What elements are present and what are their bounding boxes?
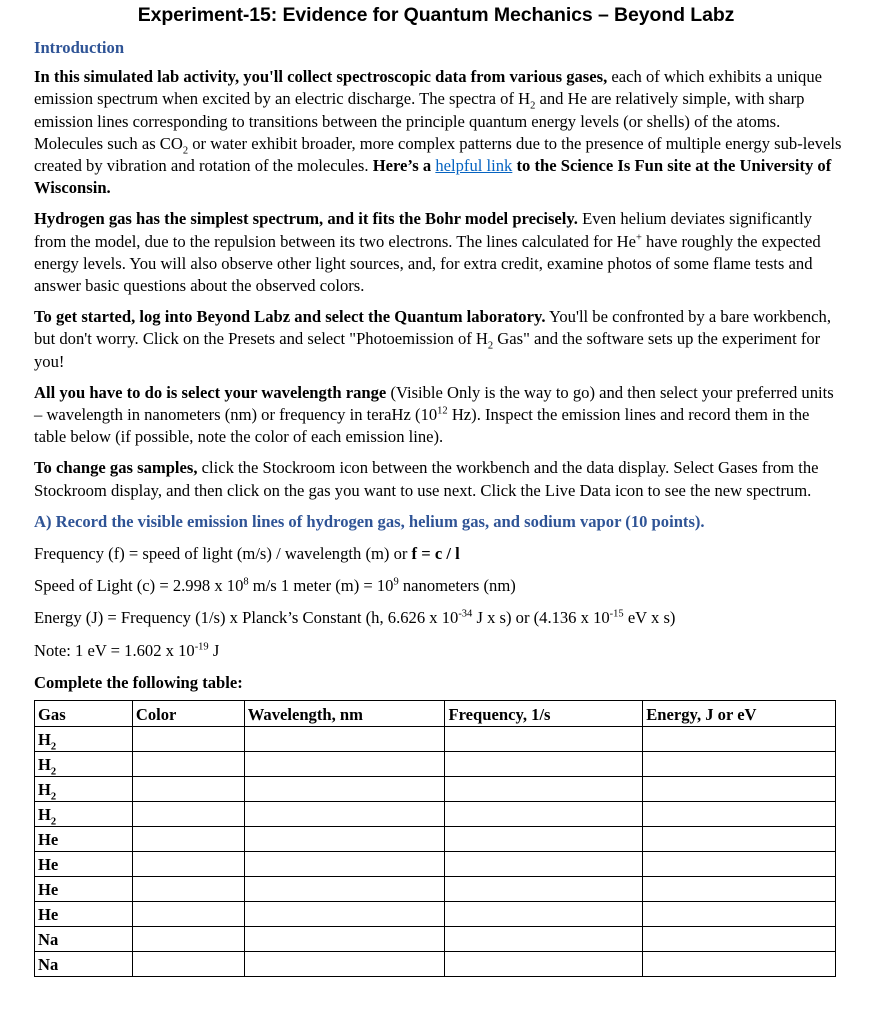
header-frequency: Frequency, 1/s: [445, 701, 643, 727]
gas-cell: [35, 952, 133, 977]
table-row: [35, 752, 836, 777]
gas-symbol: H: [38, 779, 51, 799]
formula2-text-2: m/s 1 meter (m) = 10: [248, 576, 394, 596]
gas-cell: [35, 727, 133, 752]
energy-cell[interactable]: [643, 952, 836, 977]
p1-text-3: or water exhibit broader, more complex patterns due to the presence of multiple energy sub-levels created by vibration and rotation of the molecules.: [34, 133, 842, 176]
header-color: Color: [132, 701, 244, 727]
energy-cell[interactable]: [643, 827, 836, 852]
table-row: [35, 927, 836, 952]
helpful-link[interactable]: helpful link: [435, 156, 513, 176]
p4-text-1: (Visible Only is the way to go) and then select your preferred units – wavelength in nanometers (nm) or frequency in teraHz (10: [34, 382, 834, 425]
frequency-cell[interactable]: [445, 852, 643, 877]
formula-frequency: [34, 543, 844, 565]
p3-lead: To get started, log into Beyond Labz and select the Quantum laboratory.: [34, 307, 546, 327]
energy-cell[interactable]: [643, 877, 836, 902]
gas-subscript: 2: [50, 816, 57, 828]
color-cell[interactable]: [132, 852, 244, 877]
page-title: Experiment-15: Evidence for Quantum Mechanics – Beyond Labz: [137, 4, 735, 26]
gas-symbol: He: [38, 879, 59, 899]
table-header-row: [35, 701, 836, 727]
gas-subscript: 2: [50, 766, 57, 778]
gas-subscript: 2: [50, 741, 57, 753]
table-body: [35, 727, 836, 977]
table-row: [35, 952, 836, 977]
p3-text-2: Gas" and the software sets up the experiment for you!: [34, 329, 821, 371]
color-cell[interactable]: [132, 877, 244, 902]
wavelength-cell[interactable]: [244, 952, 445, 977]
formula-speed-of-light: [34, 575, 844, 597]
header-energy: Energy, J or eV: [643, 701, 836, 727]
color-cell[interactable]: [132, 827, 244, 852]
formula3-text-3: eV x s): [623, 608, 676, 628]
wavelength-cell[interactable]: [244, 727, 445, 752]
formula3-sup-1: -34: [458, 608, 473, 620]
p1-lead: In this simulated lab activity, you'll collect spectroscopic data from various gases,: [34, 67, 608, 87]
wavelength-cell[interactable]: [244, 827, 445, 852]
gas-cell: [35, 927, 133, 952]
frequency-cell[interactable]: [445, 952, 643, 977]
p1-bold-2: Here’s a: [372, 156, 436, 176]
gas-symbol: Na: [38, 954, 59, 974]
section-a-heading: A) Record the visible emission lines of hydrogen gas, helium gas, and sodium vapor (10 points).: [34, 511, 705, 531]
table-title: Complete the following table:: [34, 672, 243, 692]
energy-cell[interactable]: [643, 802, 836, 827]
p3-text-1: You'll be confronted by a bare workbench, but don't worry. Click on the Presets and select "Photoemission of H: [34, 307, 831, 349]
gas-cell: [35, 852, 133, 877]
formula1-text: Frequency (f) = speed of light (m/s) / wavelength (m) or: [34, 544, 412, 564]
color-cell[interactable]: [132, 802, 244, 827]
p1-sub-1: 2: [530, 100, 536, 112]
p5-lead: To change gas samples,: [34, 458, 198, 478]
formula4-text-1: Note: 1 eV = 1.602 x 10: [34, 640, 195, 660]
energy-cell[interactable]: [643, 777, 836, 802]
gas-cell: [35, 777, 133, 802]
table-row: [35, 877, 836, 902]
color-cell[interactable]: [132, 777, 244, 802]
formula4-sup-1: -19: [194, 641, 209, 653]
gas-subscript: 2: [50, 791, 57, 803]
formula3-text-1: Energy (J) = Frequency (1/s) x Planck’s Constant (h, 6.626 x 10: [34, 608, 459, 628]
table-row: [35, 777, 836, 802]
formula-energy: [34, 607, 844, 629]
table-row: [35, 727, 836, 752]
frequency-cell[interactable]: [445, 802, 643, 827]
header-gas: Gas: [35, 701, 133, 727]
p1-sub-2: 2: [182, 145, 189, 157]
formula4-text-2: J: [208, 640, 220, 660]
table-row: [35, 852, 836, 877]
gas-symbol: H: [38, 754, 51, 774]
formula2-text-1: Speed of Light (c) = 2.998 x 10: [34, 576, 244, 596]
p2-lead: Hydrogen gas has the simplest spectrum, and it fits the Bohr model precisely.: [34, 209, 578, 229]
gas-symbol: He: [38, 854, 59, 874]
gas-symbol: He: [38, 829, 59, 849]
p2-text-2: have roughly the expected energy levels. You will also observe other light sources, and, for extra credit, examine photos of some flame tests and answer basic questions about the observed colors.: [34, 231, 821, 296]
color-cell[interactable]: [132, 752, 244, 777]
wavelength-cell[interactable]: [244, 802, 445, 827]
formula1-bold: f = c / l: [411, 544, 460, 564]
energy-cell[interactable]: [643, 852, 836, 877]
emission-lines-table: [34, 700, 836, 977]
frequency-cell[interactable]: [445, 727, 643, 752]
intro-paragraph-4: [34, 382, 844, 449]
intro-paragraph-3: [34, 306, 844, 373]
intro-paragraph-5: [34, 457, 844, 501]
p1-text-2: and He are relatively simple, with sharp emission lines corresponding to transitions between the principle quantum energy levels (or shells) of the atoms. Molecules such as CO: [34, 89, 805, 153]
gas-symbol: H: [38, 729, 51, 749]
formula2-sup-2: 9: [393, 576, 399, 588]
gas-cell: [35, 752, 133, 777]
p4-text-2: Hz). Inspect the emission lines and record them in the table below (if possible, note the color of each emission line).: [34, 405, 810, 447]
wavelength-cell[interactable]: [244, 877, 445, 902]
color-cell[interactable]: [132, 927, 244, 952]
table-row: [35, 827, 836, 852]
energy-cell[interactable]: [643, 727, 836, 752]
p4-lead: All you have to do is select your wavelength range: [34, 382, 387, 402]
header-wavelength: Wavelength, nm: [244, 701, 445, 727]
formula2-sup-1: 8: [243, 576, 249, 588]
p5-text-1: click the Stockroom icon between the workbench and the data display. Select Gases from the Stockroom display, and then click on the gas you want to use next. Click the Live Data icon to see the new spectrum.: [34, 458, 819, 500]
document-body: [34, 37, 844, 977]
intro-paragraph-1: [34, 66, 844, 199]
gas-symbol: He: [38, 904, 59, 924]
p2-text-1: Even helium deviates significantly from the model, due to the repulsion between its two electrons. The lines calculated for He: [34, 209, 813, 251]
gas-cell: [35, 802, 133, 827]
table-row: [35, 802, 836, 827]
wavelength-cell[interactable]: [244, 777, 445, 802]
frequency-cell[interactable]: [445, 927, 643, 952]
formula-note-ev: [34, 640, 844, 662]
introduction-heading: Introduction: [34, 38, 125, 57]
p4-sup-1: 12: [437, 405, 448, 417]
table-row: [35, 902, 836, 927]
frequency-cell[interactable]: [445, 827, 643, 852]
wavelength-cell[interactable]: [244, 752, 445, 777]
intro-paragraph-2: [34, 208, 844, 297]
frequency-cell[interactable]: [445, 877, 643, 902]
p3-sub-1: 2: [487, 340, 494, 352]
p2-sup-1: +: [635, 232, 642, 244]
gas-symbol: H: [38, 804, 51, 824]
p1-text-1: each of which exhibits a unique emission spectrum when excited by an electric discharge. The spectra of H: [34, 67, 822, 109]
formula2-text-3: nanometers (nm): [398, 576, 516, 596]
wavelength-cell[interactable]: [244, 852, 445, 877]
energy-cell[interactable]: [643, 927, 836, 952]
frequency-cell[interactable]: [445, 902, 643, 927]
gas-cell: [35, 902, 133, 927]
formula3-text-2: J x s) or (4.136 x 10: [472, 608, 610, 628]
color-cell[interactable]: [132, 902, 244, 927]
p1-bold-3: to the Science Is Fun site at the University of Wisconsin.: [34, 156, 832, 198]
wavelength-cell[interactable]: [244, 927, 445, 952]
formula3-sup-2: -15: [609, 608, 624, 620]
energy-cell[interactable]: [643, 752, 836, 777]
gas-cell: [35, 827, 133, 852]
color-cell[interactable]: [132, 727, 244, 752]
color-cell[interactable]: [132, 952, 244, 977]
gas-symbol: Na: [38, 929, 59, 949]
frequency-cell[interactable]: [445, 752, 643, 777]
wavelength-cell[interactable]: [244, 902, 445, 927]
gas-cell: [35, 877, 133, 902]
frequency-cell[interactable]: [445, 777, 643, 802]
energy-cell[interactable]: [643, 902, 836, 927]
